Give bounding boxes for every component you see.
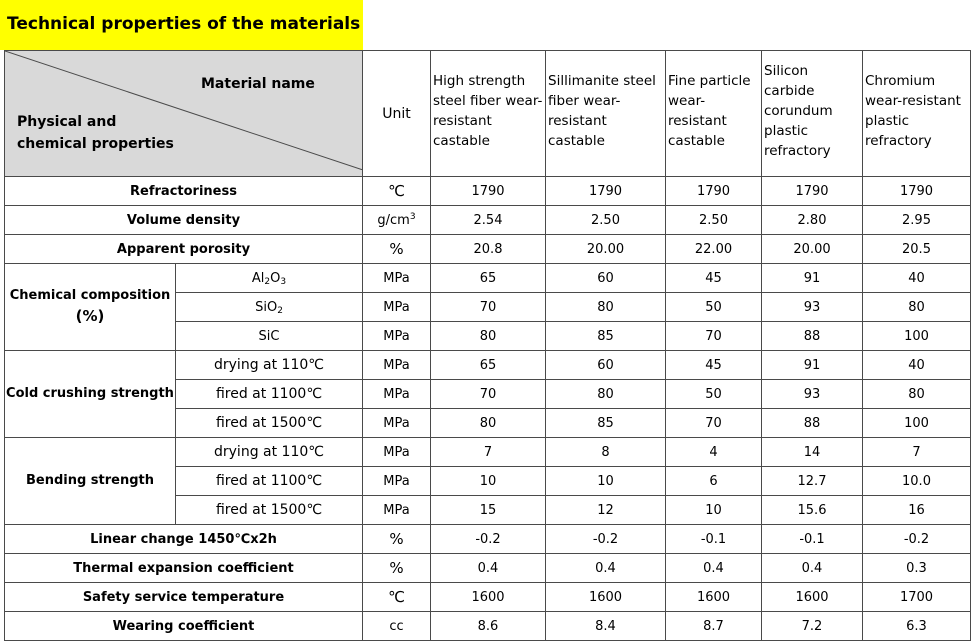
table-row [5,525,971,554]
group-label-text: Chemical composition [9,288,171,303]
value-cell: 80 [863,380,971,409]
value-cell: 10 [546,467,666,496]
value-cell: 0.4 [546,554,666,583]
value-cell: 15 [431,496,546,525]
page-title: Technical properties of the materials [7,14,361,34]
value-cell: 88 [762,322,863,351]
value-cell: 6.3 [863,612,971,641]
value-cell: 91 [762,351,863,380]
value-cell: 70 [431,380,546,409]
value-cell: 12 [546,496,666,525]
value-cell: 2.95 [863,206,971,235]
unit-cell: cc [363,612,431,641]
unit-cell: MPa [363,438,431,467]
table-row [5,554,971,583]
value-cell: 16 [863,496,971,525]
unit-cell: MPa [363,293,431,322]
value-cell: 0.4 [666,554,762,583]
corner-header-cell [5,51,363,177]
value-cell: 12.7 [762,467,863,496]
value-cell: 20.5 [863,235,971,264]
value-cell: -0.2 [546,525,666,554]
table-row [5,612,971,641]
value-cell: 0.3 [863,554,971,583]
table-row [5,583,971,612]
value-cell: 85 [546,409,666,438]
value-cell: 2.80 [762,206,863,235]
unit-cell: MPa [363,409,431,438]
unit-cell [363,206,431,235]
compound-prefix: SiO [255,299,278,315]
compound-prefix: Al [251,270,265,286]
compound-mid: O [270,270,281,286]
value-cell: 14 [762,438,863,467]
property-label: Wearing coefficient [5,612,363,641]
value-cell: 40 [863,351,971,380]
value-cell: 20.00 [546,235,666,264]
value-cell: 80 [546,293,666,322]
unit-text: ℃ [388,181,405,200]
table-row [5,206,971,235]
value-cell: 15.6 [762,496,863,525]
value-cell: 70 [666,322,762,351]
material-name-label: Material name [201,76,315,92]
value-cell: 50 [666,293,762,322]
unit-cell: MPa [363,351,431,380]
property-label: Thermal expansion coefficient [5,554,363,583]
value-cell: 0.4 [762,554,863,583]
value-cell: 1600 [762,583,863,612]
condition-cell: drying at 110℃ [176,438,363,467]
condition-cell: fired at 1100℃ [176,467,363,496]
value-cell: 100 [863,322,971,351]
condition-cell: fired at 1100℃ [176,380,363,409]
property-label: Safety service temperature [5,583,363,612]
value-cell: 1790 [666,177,762,206]
unit-cell: ℃ [363,583,431,612]
value-cell: 7.2 [762,612,863,641]
compound-cell [176,322,363,351]
value-cell: 93 [762,380,863,409]
material-header-chromium: Chromium wear-resistant plastic refractory [863,51,971,177]
value-cell: 88 [762,409,863,438]
unit-cell: MPa [363,264,431,293]
value-cell: 1700 [863,583,971,612]
material-header-silicon-carbide: Silicon carbide corundum plastic refractory [762,51,863,177]
value-cell: 91 [762,264,863,293]
value-cell: 100 [863,409,971,438]
value-cell: 22.00 [666,235,762,264]
table-row [5,177,971,206]
value-cell: 10 [666,496,762,525]
group-label-chemical [5,264,176,351]
value-cell: 20.8 [431,235,546,264]
value-cell: 80 [431,322,546,351]
physical-label-line2: chemical properties [17,136,174,152]
property-label: Refractoriness [5,177,363,206]
unit-header: Unit [363,51,431,177]
compound-subscript: 2 [264,276,271,287]
value-cell: 85 [546,322,666,351]
value-cell: 1790 [762,177,863,206]
compound-subscript: 3 [280,276,287,287]
property-label: Apparent porosity [5,235,363,264]
unit-cell: MPa [363,322,431,351]
value-cell: 45 [666,351,762,380]
value-cell: 80 [546,380,666,409]
value-cell: 80 [431,409,546,438]
physical-label-line1: Physical and [17,114,117,130]
value-cell: -0.1 [762,525,863,554]
physical-chemical-label [17,111,174,155]
group-label-bending: Bending strength [5,438,176,525]
group-label-cold-crushing: Cold crushing strength [5,351,176,438]
value-cell: 10.0 [863,467,971,496]
value-cell: 1790 [431,177,546,206]
value-cell: 60 [546,351,666,380]
value-cell: 4 [666,438,762,467]
value-cell: 7 [431,438,546,467]
value-cell: 8.4 [546,612,666,641]
value-cell: 60 [546,264,666,293]
value-cell: 93 [762,293,863,322]
unit-cell [363,235,431,264]
value-cell: 45 [666,264,762,293]
compound-prefix: SiC [258,328,280,344]
compound-subscript: 2 [277,305,283,316]
value-cell: 65 [431,351,546,380]
properties-table [4,50,971,641]
value-cell: 8.6 [431,612,546,641]
value-cell: -0.2 [863,525,971,554]
unit-cell [363,177,431,206]
value-cell: 6 [666,467,762,496]
value-cell: 2.50 [546,206,666,235]
unit-superscript: 3 [409,211,416,222]
value-cell: 70 [431,293,546,322]
material-header-fine-particle: Fine particle wear-resistant castable [666,51,762,177]
unit-cell: MPa [363,496,431,525]
value-cell: 7 [863,438,971,467]
table-row [5,438,971,467]
compound-cell [176,293,363,322]
value-cell: -0.2 [431,525,546,554]
value-cell: 70 [666,409,762,438]
title-bar [0,0,363,50]
value-cell: 0.4 [431,554,546,583]
value-cell: 8.7 [666,612,762,641]
property-label: Linear change 1450℃x2h [5,525,363,554]
value-cell: -0.1 [666,525,762,554]
value-cell: 50 [666,380,762,409]
value-cell: 2.54 [431,206,546,235]
table-row [5,351,971,380]
condition-cell: drying at 110℃ [176,351,363,380]
table-row [5,235,971,264]
value-cell: 2.50 [666,206,762,235]
value-cell: 10 [431,467,546,496]
group-unit-text: (%) [75,307,105,325]
condition-cell: fired at 1500℃ [176,496,363,525]
unit-cell: % [363,554,431,583]
value-cell: 1600 [546,583,666,612]
unit-text: % [389,239,404,258]
value-cell: 1600 [666,583,762,612]
value-cell: 1790 [863,177,971,206]
unit-cell: MPa [363,467,431,496]
material-header-high-strength: High strength steel fiber wear-resistant castable [431,51,546,177]
value-cell: 1790 [546,177,666,206]
value-cell: 1600 [431,583,546,612]
value-cell: 20.00 [762,235,863,264]
material-header-sillimanite: Sillimanite steel fiber wear-resistant castable [546,51,666,177]
unit-text: g/cm [377,212,410,228]
table-row [5,264,971,293]
unit-cell: MPa [363,380,431,409]
value-cell: 8 [546,438,666,467]
unit-cell: % [363,525,431,554]
header-row [5,51,971,177]
property-label: Volume density [5,206,363,235]
compound-cell [176,264,363,293]
value-cell: 65 [431,264,546,293]
value-cell: 40 [863,264,971,293]
condition-cell: fired at 1500℃ [176,409,363,438]
value-cell: 80 [863,293,971,322]
